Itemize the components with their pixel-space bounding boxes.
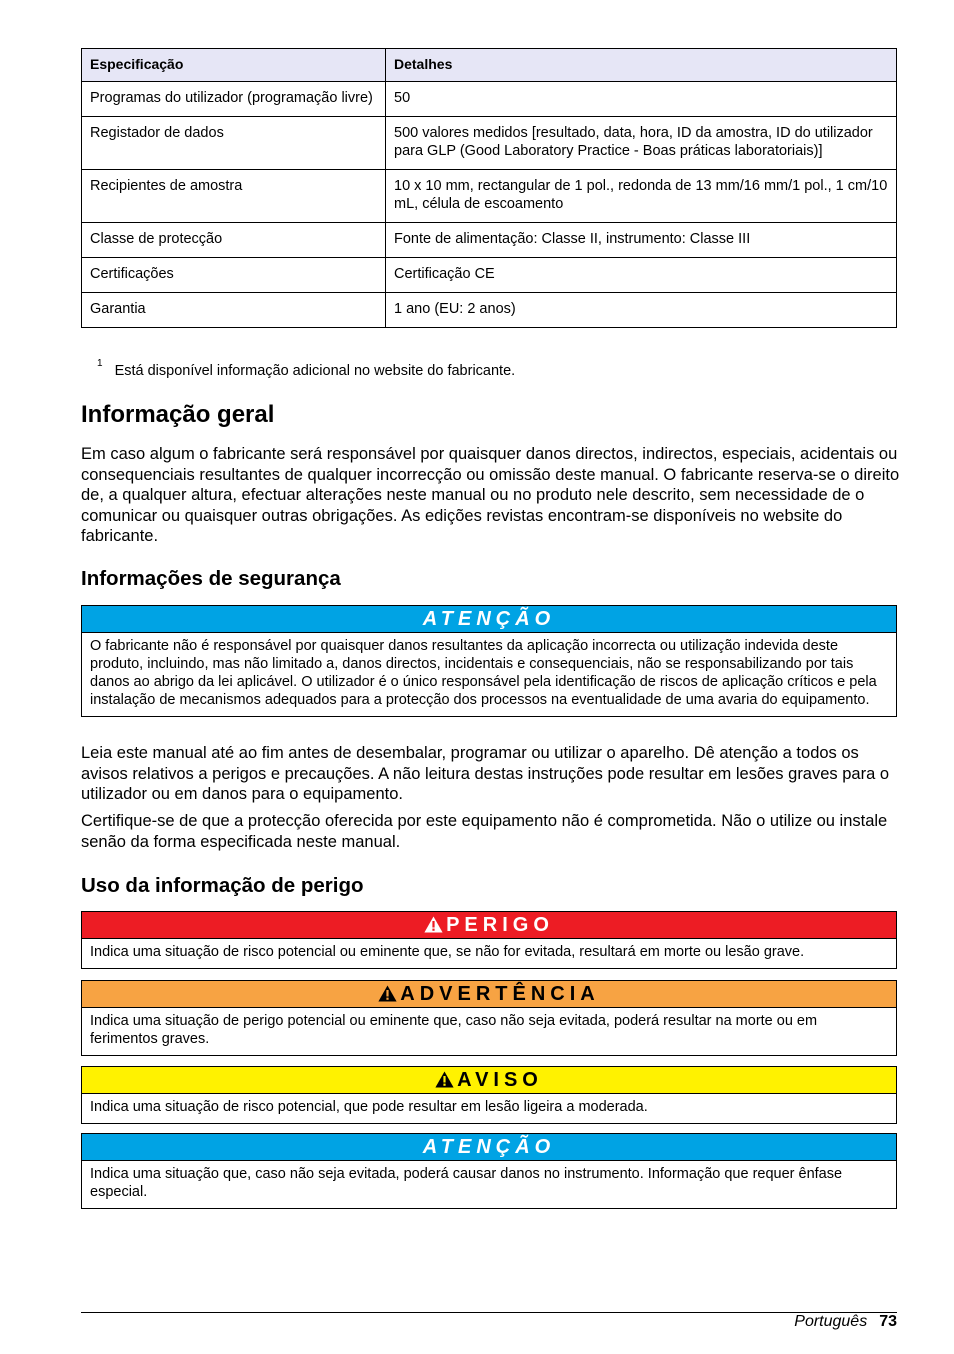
table-cell: 500 valores medidos [resultado, data, hora, ID da amostra, ID do utilizador para GLP (Good Laboratory Practice - Boas práticas laboratoriais)] bbox=[386, 117, 897, 170]
table-row bbox=[82, 170, 897, 223]
page-footer bbox=[794, 1313, 897, 1331]
section-title-safety: Informações de segurança bbox=[81, 567, 341, 590]
column-header: Especificação bbox=[82, 49, 386, 82]
danger-body: Indica uma situação de risco potencial ou eminente que, se não for evitada, resultará em morte ou lesão grave. bbox=[90, 944, 805, 960]
table-row bbox=[82, 258, 897, 293]
table-row bbox=[82, 117, 897, 170]
notice-header: ATENÇÃO bbox=[82, 606, 896, 633]
danger-label: PERIGO bbox=[446, 914, 554, 936]
caution-box bbox=[81, 1066, 897, 1124]
table-row bbox=[82, 293, 897, 328]
warning-box bbox=[81, 980, 897, 1056]
notice-body: Indica uma situação que, caso não seja evitada, poderá causar danos no instrumento. Informação que requer ênfase especial. bbox=[90, 1166, 843, 1200]
section-title-general: Informação geral bbox=[81, 401, 275, 428]
footnote-text: Está disponível informação adicional no website do fabricante. bbox=[114, 362, 516, 379]
caution-header bbox=[82, 1067, 896, 1094]
warning-triangle-icon bbox=[378, 983, 397, 1009]
notice-box bbox=[81, 1133, 897, 1209]
warning-label: ADVERTÊNCIA bbox=[400, 983, 600, 1005]
safety-attention-notice bbox=[81, 605, 897, 717]
table-cell: Certificações bbox=[82, 258, 386, 293]
table-row bbox=[82, 223, 897, 258]
table-cell: 1 ano (EU: 2 anos) bbox=[386, 293, 897, 328]
caution-label: AVISO bbox=[457, 1069, 543, 1091]
page-number: 73 bbox=[879, 1313, 897, 1330]
table-cell: Certificação CE bbox=[386, 258, 897, 293]
safety-paragraph-2: Certifique-se de que a protecção oferecida por este equipamento não é comprometida. Não o utilize ou instale senão da forma especificada neste manual. bbox=[81, 812, 888, 851]
caution-body: Indica uma situação de risco potencial, que pode resultar em lesão ligeira a moderada. bbox=[90, 1099, 648, 1115]
table-footnote bbox=[97, 358, 516, 379]
warning-header bbox=[82, 981, 896, 1008]
table-cell: Registador de dados bbox=[82, 117, 386, 170]
table-cell: Programas do utilizador (programação livre) bbox=[82, 82, 386, 117]
general-paragraph: Em caso algum o fabricante será responsável por quaisquer danos directos, indirectos, especiais, acidentais ou consequenciais resultantes de qualquer incorrecção ou omissão deste manual. O fabricante reserva-se o direito de, a qualquer altura, efectuar alterações neste manual ou no produto nele descrito, sem necessidade de o comunicar ou quaisquer outras obrigações. As edições revistas encontram-se disponíveis no website do fabricante. bbox=[81, 445, 900, 545]
danger-header bbox=[82, 912, 896, 939]
specifications-table bbox=[81, 48, 897, 328]
table-cell: 10 x 10 mm, rectangular de 1 pol., redonda de 13 mm/16 mm/1 pol., 1 cm/10 mL, célula de escoamento bbox=[386, 170, 897, 223]
footer-language: Português bbox=[794, 1313, 868, 1330]
table-cell: Fonte de alimentação: Classe II, instrumento: Classe III bbox=[386, 223, 897, 258]
warning-triangle-icon bbox=[435, 1069, 454, 1095]
table-header-row bbox=[82, 49, 897, 82]
section-title-hazard: Uso da informação de perigo bbox=[81, 874, 364, 897]
danger-box bbox=[81, 911, 897, 969]
table-cell: Recipientes de amostra bbox=[82, 170, 386, 223]
warning-triangle-icon bbox=[424, 914, 443, 940]
footnote-marker: 1 bbox=[97, 358, 103, 369]
warning-body: Indica uma situação de perigo potencial ou eminente que, caso não seja evitada, poderá resultar na morte ou em ferimentos graves. bbox=[90, 1013, 818, 1047]
notice-body: O fabricante não é responsável por quaisquer danos resultantes da aplicação incorrecta ou utilização indevida deste produto, incluindo, mas não limitado a, danos directos, incidentais e consequenciais, não se responsabilizando por tais danos ao abrigo da lei aplicável. O utilizador é o único responsável pela identificação de riscos de aplicação críticos e pela instalação de mecanismos adequados para a protecção dos processos na eventualidade de uma avaria do equipamento. bbox=[90, 638, 877, 708]
table-cell: Garantia bbox=[82, 293, 386, 328]
table-cell: 50 bbox=[386, 82, 897, 117]
safety-paragraph-1: Leia este manual até ao fim antes de desembalar, programar ou utilizar o aparelho. Dê atenção a todos os avisos relativos a perigos e precauções. A não leitura destas instruções pode resultar em lesões graves para o utilizador ou em danos para o equipamento. bbox=[81, 744, 890, 803]
notice-header: ATENÇÃO bbox=[82, 1134, 896, 1161]
table-row bbox=[82, 82, 897, 117]
table-cell: Classe de protecção bbox=[82, 223, 386, 258]
column-header: Detalhes bbox=[386, 49, 897, 82]
footer-divider bbox=[81, 1312, 897, 1313]
